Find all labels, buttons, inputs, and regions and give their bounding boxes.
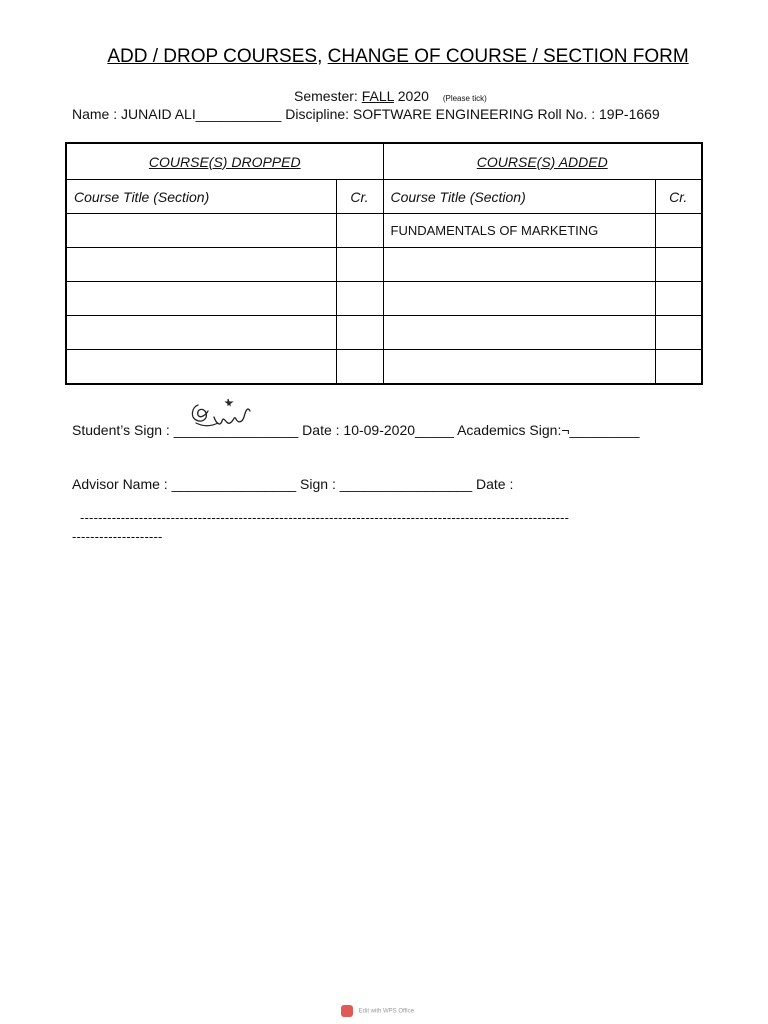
table-row xyxy=(66,350,702,385)
wps-logo-icon xyxy=(341,1005,353,1017)
added-course-cell xyxy=(383,282,655,316)
added-course-cell xyxy=(383,350,655,385)
dropped-course-cell xyxy=(66,214,336,248)
added-credit-cell xyxy=(655,282,702,316)
dropped-course-cell xyxy=(66,350,336,385)
table-header-row xyxy=(66,143,702,180)
form-title-part2: CHANGE OF COURSE / SECTION FORM xyxy=(327,46,689,67)
semester-note: (Please tick) xyxy=(442,94,487,103)
courses-added-header: COURSE(S) ADDED xyxy=(383,143,702,180)
dropped-credit-cell xyxy=(336,214,383,248)
added-title-column-header: Course Title (Section) xyxy=(383,180,655,214)
wps-footer-text: Edit with WPS Office xyxy=(358,1008,414,1015)
added-course-cell: FUNDAMENTALS OF MARKETING xyxy=(383,214,655,248)
added-credit-cell xyxy=(655,248,702,282)
wps-footer-badge[interactable] xyxy=(341,1005,414,1017)
dropped-course-cell xyxy=(66,248,336,282)
semester-line xyxy=(294,88,487,104)
added-credit-column-header: Cr. xyxy=(655,180,702,214)
table-row xyxy=(66,282,702,316)
student-sign-line: Student’s Sign : ________________ Date : 10-09-2020_____ Academics Sign:¬_________ xyxy=(72,422,640,438)
semester-year: 2020 xyxy=(397,88,429,104)
student-info-line: Name : JUNAID ALI___________ Discipline: SOFTWARE ENGINEERING Roll No. : 19P-1669 xyxy=(72,106,660,122)
table-subheader-row xyxy=(66,180,702,214)
dropped-credit-cell xyxy=(336,316,383,350)
added-course-cell xyxy=(383,316,655,350)
added-credit-cell xyxy=(655,316,702,350)
courses-dropped-header: COURSE(S) DROPPED xyxy=(66,143,383,180)
cut-line: ------------------------------------------------------------------------------------------------------------ xyxy=(80,510,570,525)
form-title xyxy=(0,46,768,68)
semester-label: Semester: xyxy=(294,88,358,104)
dropped-course-cell xyxy=(66,282,336,316)
table-row xyxy=(66,214,702,248)
dropped-credit-cell xyxy=(336,282,383,316)
semester-value: FALL xyxy=(361,88,394,104)
added-credit-cell xyxy=(655,350,702,385)
dropped-credit-cell xyxy=(336,248,383,282)
dropped-course-cell xyxy=(66,316,336,350)
courses-table xyxy=(65,142,703,385)
form-title-part1: ADD / DROP COURSES, xyxy=(107,46,323,67)
advisor-line: Advisor Name : ________________ Sign : _________________ Date : xyxy=(72,476,514,492)
added-credit-cell xyxy=(655,214,702,248)
cut-line-continued: -------------------- xyxy=(72,529,163,544)
dropped-title-column-header: Course Title (Section) xyxy=(66,180,336,214)
table-row xyxy=(66,316,702,350)
added-course-cell xyxy=(383,248,655,282)
table-row xyxy=(66,248,702,282)
dropped-credit-column-header: Cr. xyxy=(336,180,383,214)
dropped-credit-cell xyxy=(336,350,383,385)
